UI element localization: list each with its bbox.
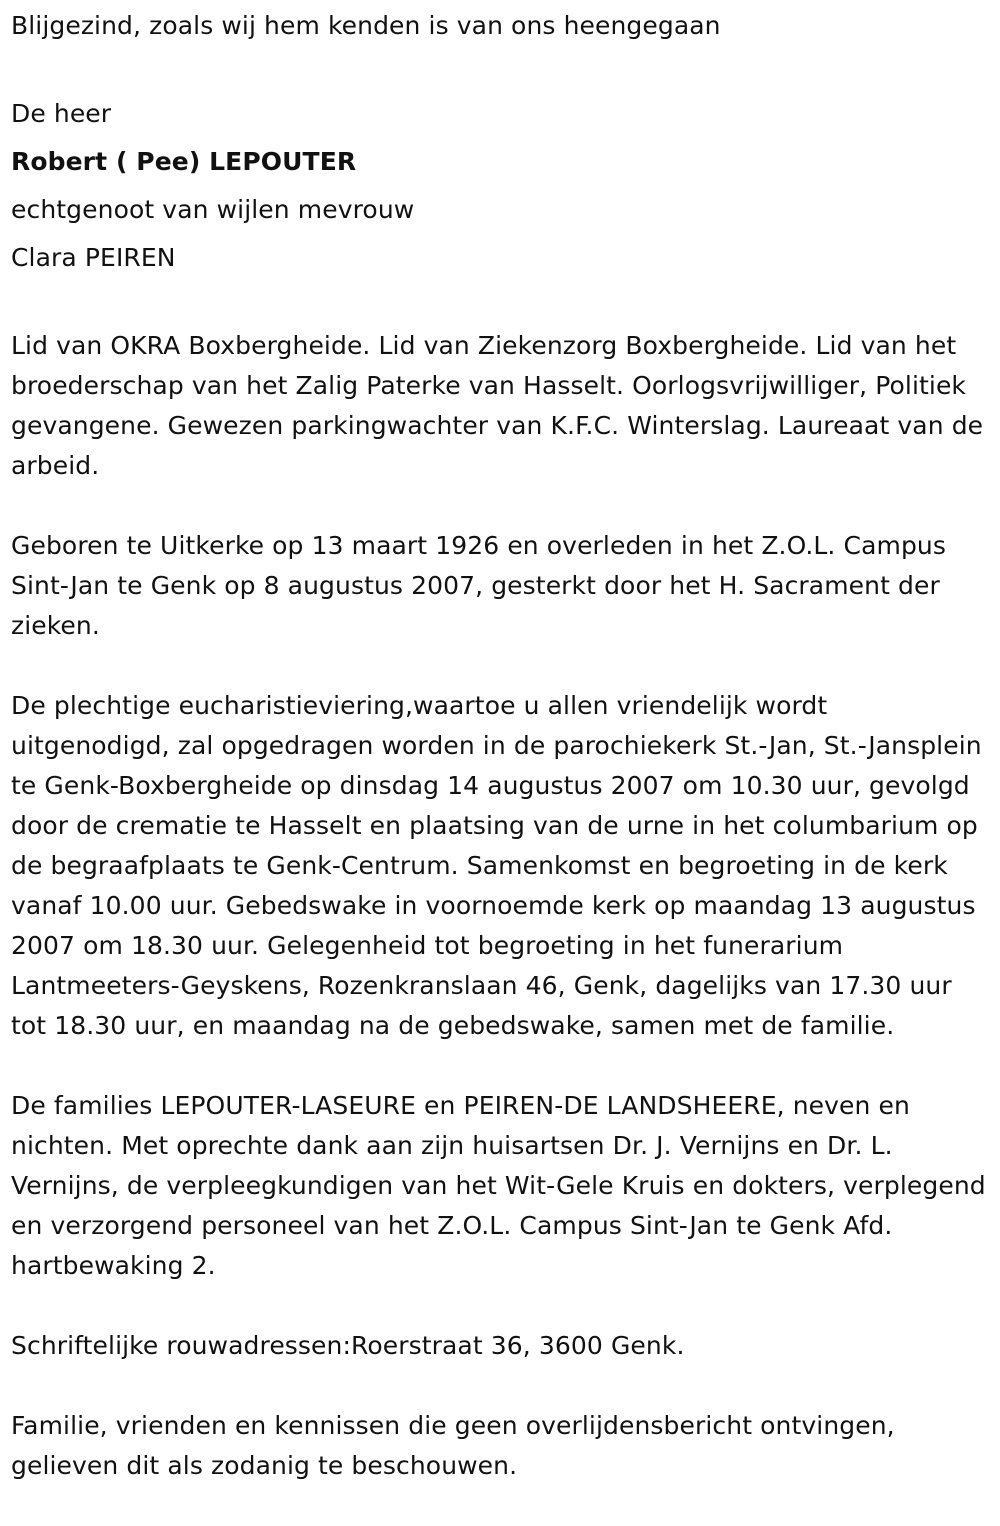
ceremony-paragraph: De plechtige eucharistieviering,waartoe u allen vriendelijk wordt uitgenodigd, zal opgedragen worden in de parochiekerk St.-Jan, St.-Jansplein te Genk-Boxbergheide op dinsdag 14 augustus 2007 om 10.30 uur, gevolgd door de crematie te Hasselt en plaatsing van de urne in het columbarium op de begraafplaats te Genk-Centrum. Samenkomst en begroeting in de kerk vanaf 10.00 uur. Gebedswake in voornoemde kerk op maandag 13 augustus 2007 om 18.30 uur. Gelegenheid tot begroeting in het funerarium Lantmeeters-Geyskens, Rozenkranslaan 46, Genk, dagelijks van 17.30 uur tot 18.30 uur, en maandag na de gebedswake, samen met de familie.	[11, 691, 982, 1040]
address-paragraph: Schriftelijke rouwadressen:Roerstraat 36, 3600 Genk.	[11, 1331, 685, 1360]
families-paragraph: De families LEPOUTER-LASEURE en PEIREN-DE LANDSHEERE, neven en nichten. Met oprechte dank aan zijn huisartsen Dr. J. Vernijns en Dr. L. Vernijns, de verpleegkundigen van het Wit-Gele Kruis en dokters, verplegend en verzorgend personeel van het Z.O.L. Campus Sint-Jan te Genk Afd. hartbewaking 2.	[11, 1091, 986, 1280]
intro-line: Blijgezind, zoals wij hem kenden is van ons heengegaan	[11, 11, 721, 40]
birth-death-paragraph: Geboren te Uitkerke op 13 maart 1926 en overleden in het Z.O.L. Campus Sint-Jan te Genk op 8 augustus 2007, gesterkt door het H. Sacrament der zieken.	[11, 531, 946, 640]
salutation: De heer	[11, 99, 112, 128]
spouse-intro: echtgenoot van wijlen mevrouw	[11, 195, 415, 224]
memberships-paragraph: Lid van OKRA Boxbergheide. Lid van Ziekenzorg Boxbergheide. Lid van het broederschap van het Zalig Paterke van Hasselt. Oorlogsvrijwilliger, Politiek gevangene. Gewezen parkingwachter van K.F.C. Winterslag. Laureaat van de arbeid.	[11, 331, 984, 480]
closing-paragraph: Familie, vrienden en kennissen die geen overlijdensbericht ontvingen, gelieven dit als zodanig te beschouwen.	[11, 1411, 895, 1480]
spouse-name: Clara PEIREN	[11, 243, 176, 272]
deceased-name: Robert ( Pee) LEPOUTER	[11, 147, 357, 176]
